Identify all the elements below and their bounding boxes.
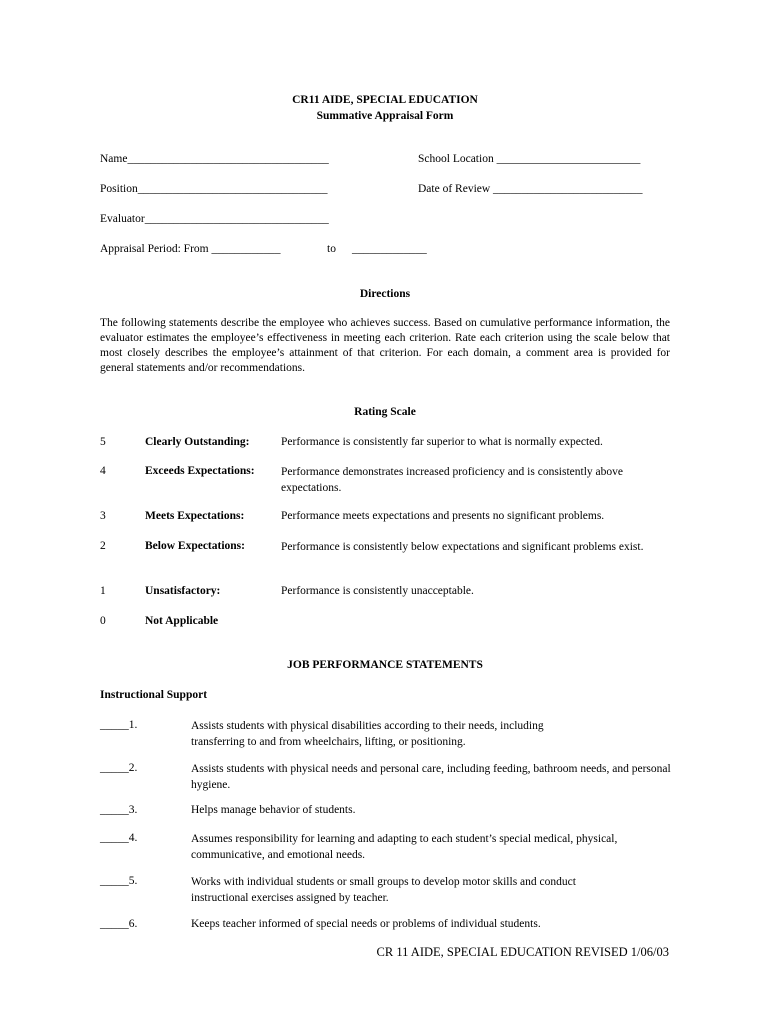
rating-scale-heading: Rating Scale <box>354 406 416 418</box>
rating-number: 5 <box>100 436 106 448</box>
statement-rating-blank[interactable]: _____6. <box>100 918 138 930</box>
rating-label: Not Applicable <box>145 615 219 627</box>
page-footer: CR 11 AIDE, SPECIAL EDUCATION REVISED 1/06/03 <box>376 945 669 959</box>
evaluator-field[interactable]: Evaluator________________________________ <box>100 213 329 225</box>
page-title: CR11 AIDE, SPECIAL EDUCATION <box>292 94 478 106</box>
statement-text: Keeps teacher informed of special needs or problems of individual students. <box>191 918 541 930</box>
statement-rating-blank[interactable]: _____2. <box>100 762 138 774</box>
statement-rating-blank[interactable]: _____4. <box>100 832 138 844</box>
statement-text: Assists students with physical needs and personal care, including feeding, bathroom needs, and personal hygiene. <box>191 763 671 791</box>
rating-label: Exceeds Expectations: <box>145 465 255 477</box>
statement-text: Works with individual students or small groups to develop motor skills and conduct instructional exercises assigned by teacher. <box>191 876 576 904</box>
statement-rating-blank[interactable]: _____5. <box>100 875 138 887</box>
rating-number: 1 <box>100 585 106 597</box>
rating-number: 3 <box>100 510 106 522</box>
rating-description: Performance meets expectations and presents no significant problems. <box>281 510 605 522</box>
rating-number: 0 <box>100 615 106 627</box>
rating-label: Below Expectations: <box>145 540 245 552</box>
rating-description: Performance is consistently far superior to what is normally expected. <box>281 436 603 448</box>
appraisal-period-to-label: to <box>327 243 336 255</box>
rating-label: Clearly Outstanding: <box>145 436 250 448</box>
rating-label: Unsatisfactory: <box>145 585 221 597</box>
statement-rating-blank[interactable]: _____1. <box>100 719 138 731</box>
appraisal-period-to-field[interactable]: _____________ <box>352 243 427 255</box>
statement-text: Helps manage behavior of students. <box>191 804 356 816</box>
name-field[interactable]: Name___________________________________ <box>100 153 329 165</box>
page-subtitle: Summative Appraisal Form <box>316 110 454 122</box>
directions-text: The following statements describe the employee who achieves success. Based on cumulative performance information, the evaluator estimates the employee’s effectiveness in meeting each criterion. Rate each criterion using the scale below that most closely describes the employee’s attainment of that criterion. For each domain, a comment area is provided for general statements and/or recommendations. <box>100 317 670 374</box>
date-of-review-field[interactable]: Date of Review __________________________ <box>418 183 643 195</box>
rating-description: Performance is consistently unacceptable. <box>281 585 474 597</box>
rating-description: Performance demonstrates increased proficiency and is consistently above expectations. <box>281 466 624 494</box>
appraisal-period-from-field[interactable]: Appraisal Period: From ____________ <box>100 243 281 255</box>
directions-heading: Directions <box>359 288 411 300</box>
position-field[interactable]: Position_________________________________ <box>100 183 328 195</box>
statement-rating-blank[interactable]: _____3. <box>100 804 138 816</box>
rating-number: 2 <box>100 540 106 552</box>
job-performance-heading: JOB PERFORMANCE STATEMENTS <box>287 659 483 671</box>
rating-description: Performance is consistently below expectations and significant problems exist. <box>281 541 644 553</box>
rating-number: 4 <box>100 465 106 477</box>
statement-text: Assists students with physical disabilities according to their needs, including transferring to and from wheelchairs, lifting, or positioning. <box>191 720 544 748</box>
statement-text: Assumes responsibility for learning and adapting to each student’s special medical, physical, communicative, and emotional needs. <box>191 833 618 861</box>
school-location-field[interactable]: School Location _________________________ <box>418 153 641 165</box>
section-heading: Instructional Support <box>100 689 208 701</box>
rating-label: Meets Expectations: <box>145 510 245 522</box>
